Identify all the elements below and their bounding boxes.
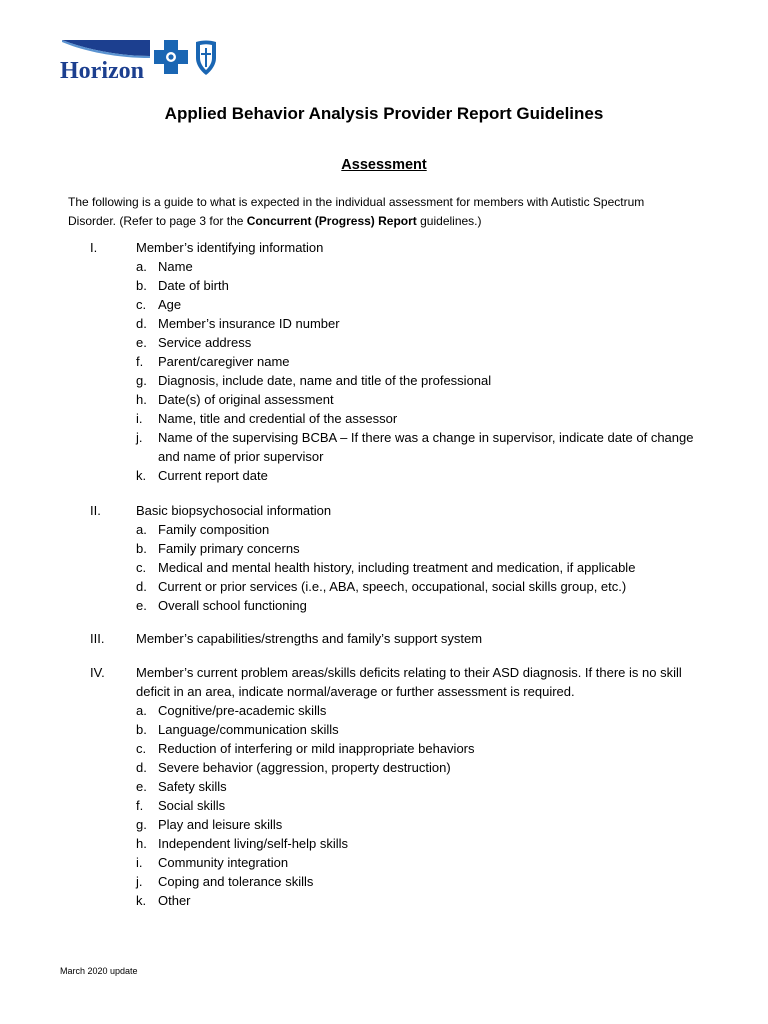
list-item [136,520,706,539]
list-item [136,314,706,333]
item-text: Play and leisure skills [158,817,283,832]
list-item [136,739,706,758]
item-letter: a. [136,522,147,537]
item-text: Name, title and credential of the assessor [158,411,398,426]
item-text: Family primary concerns [158,541,300,556]
item-letter: c. [136,560,147,575]
horizon-wordmark: Horizon [60,58,144,82]
document-title: Applied Behavior Analysis Provider Report Guidelines [164,104,604,123]
item-letter: e. [136,779,147,794]
item-text: Diagnosis, include date, name and title of the professional [158,373,492,388]
intro-paragraph [68,193,708,231]
item-text: Current report date [158,468,268,483]
list-item [136,720,706,739]
item-text: Family composition [158,522,270,537]
item-text: Current or prior services (i.e., ABA, speech, occupational, social skills group, etc.) [158,579,627,594]
intro-line-2-end: guidelines.) [416,214,482,228]
item-letter: j. [136,430,143,445]
item-letter: b. [136,722,147,737]
section-number: IV. [90,665,105,680]
item-letter: c. [136,297,147,312]
list-item [136,390,706,409]
item-text: Severe behavior (aggression, property destruction) [158,760,451,775]
list-item [136,257,706,276]
item-letter: a. [136,259,147,274]
section-iii [0,629,768,648]
intro-bold-reference: Concurrent (Progress) Report [246,214,417,228]
item-text: Age [158,297,182,312]
item-letter: g. [136,373,147,388]
list-item [136,428,706,466]
item-text: Medical and mental health history, including treatment and medication, if applicable [158,560,636,575]
list-item [136,891,706,910]
item-text: Date of birth [158,278,229,293]
list-item [136,834,706,853]
list-item [136,853,706,872]
intro-line-1: The following is a guide to what is expected in the individual assessment for members with Autistic Spectrum [68,195,645,209]
item-letter: h. [136,392,147,407]
list-item [136,352,706,371]
item-letter: d. [136,316,147,331]
item-letter: i. [136,855,143,870]
item-text: Coping and tolerance skills [158,874,314,889]
list-item [136,872,706,891]
list-item [136,701,706,720]
item-letter: c. [136,741,147,756]
section-number: I. [90,240,98,255]
item-letter: f. [136,798,144,813]
list-item [136,558,706,577]
section-title: Basic biopsychosocial information [136,503,332,518]
item-letter: g. [136,817,147,832]
item-letter: k. [136,468,147,483]
item-text: Safety skills [158,779,227,794]
list-item [136,777,706,796]
section-items [136,257,706,485]
list-item [136,539,706,558]
item-text: Overall school functioning [158,598,307,613]
item-letter: e. [136,598,147,613]
section-ii [0,501,768,615]
list-item [136,333,706,352]
item-text: Community integration [158,855,289,870]
section-i [0,238,768,485]
item-letter: d. [136,760,147,775]
item-letter: b. [136,278,147,293]
list-item [136,466,706,485]
list-item [136,758,706,777]
item-text: Independent living/self-help skills [158,836,349,851]
item-text: Reduction of interfering or mild inappropriate behaviors [158,741,475,756]
item-letter: e. [136,335,147,350]
list-item [136,409,706,428]
item-text: Name [158,259,193,274]
item-text: Member’s insurance ID number [158,316,340,331]
item-text: Name of the supervising BCBA – If there was a change in supervisor, indicate date of change and name of prior supervisor [158,430,694,464]
intro-line-2-start: Disorder. (Refer to page 3 for the [68,214,247,228]
item-letter: i. [136,411,143,426]
list-item [136,276,706,295]
item-text: Social skills [158,798,226,813]
list-item [136,596,706,615]
item-letter: h. [136,836,147,851]
item-text: Service address [158,335,252,350]
item-letter: d. [136,579,147,594]
item-text: Parent/caregiver name [158,354,290,369]
blue-cross-icon [154,40,188,74]
item-letter: b. [136,541,147,556]
list-item [136,371,706,390]
horizon-logo-graphic [60,38,230,82]
list-item [136,577,706,596]
horizon-logo [60,38,230,82]
section-items [136,701,706,910]
item-text: Language/communication skills [158,722,339,737]
list-item [136,796,706,815]
item-text: Date(s) of original assessment [158,392,334,407]
section-title: Member’s identifying information [136,240,324,255]
item-letter: a. [136,703,147,718]
section-title: Member’s current problem areas/skills deficits relating to their ASD diagnosis. If there is no skill deficit in an area, indicate normal/average or further assessment is required. [136,665,682,699]
list-item [136,295,706,314]
section-heading: Assessment [341,157,427,173]
item-letter: j. [136,874,143,889]
item-letter: f. [136,354,144,369]
section-number: II. [90,503,101,518]
section-title: Member’s capabilities/strengths and family’s support system [136,631,483,646]
item-letter: k. [136,893,147,908]
section-items [136,520,706,615]
section-number: III. [90,631,105,646]
list-item [136,815,706,834]
item-text: Cognitive/pre-academic skills [158,703,327,718]
blue-shield-icon [196,41,216,76]
section-iv [0,663,768,910]
item-text: Other [158,893,191,908]
footer-update-note: March 2020 update [60,966,138,976]
